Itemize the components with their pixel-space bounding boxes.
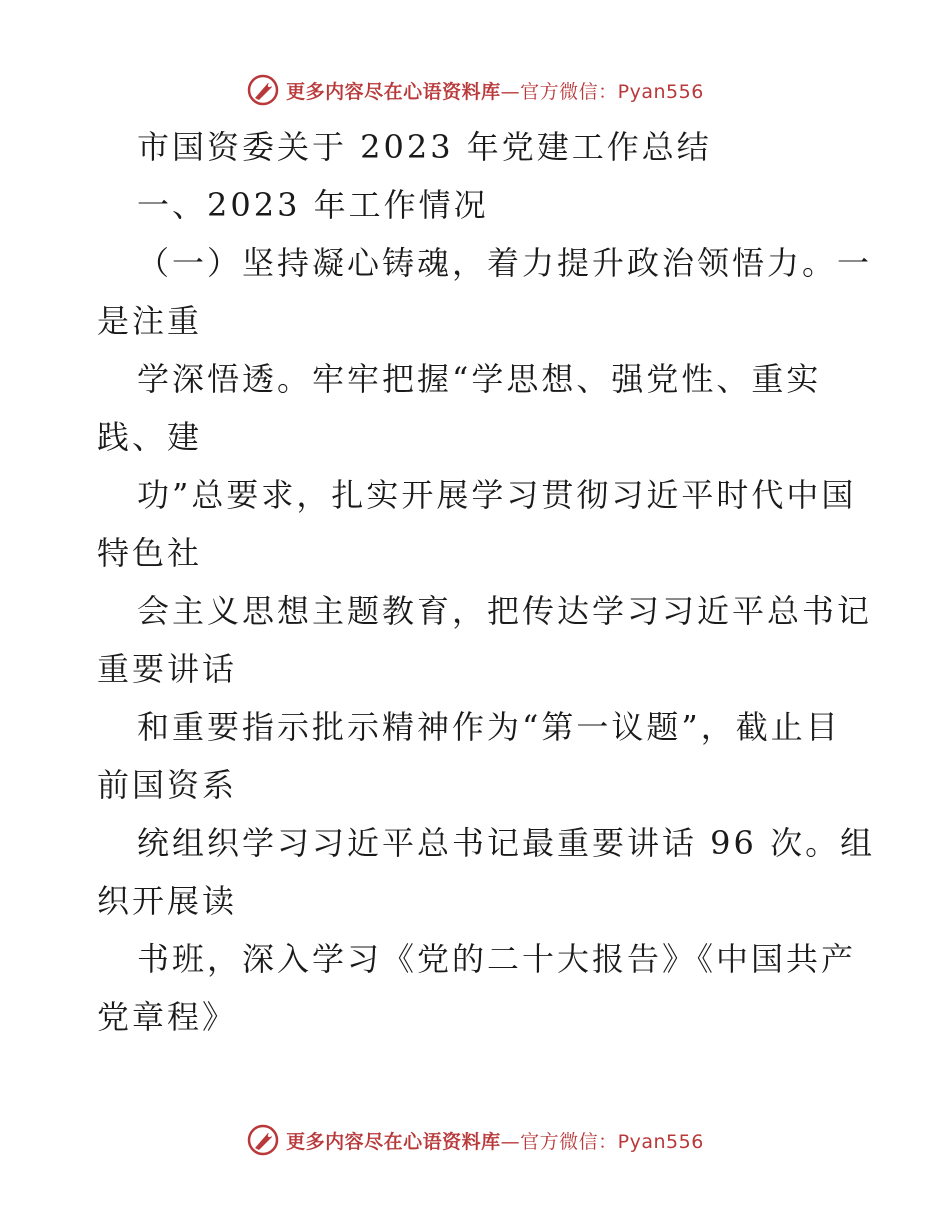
paragraph-line: 党章程》 (97, 998, 238, 1036)
banner-slogan: 更多内容尽在心语资料库 (286, 80, 501, 103)
banner-slogan: 更多内容尽在心语资料库 (286, 1130, 501, 1153)
pen-nib-logo-icon (246, 1123, 280, 1157)
paragraph-line: 功”总要求，扎实开展学习贯彻习近平时代中国 (137, 476, 857, 514)
paragraph-line: 前国资系 (97, 766, 238, 804)
pen-nib-logo-icon (246, 73, 280, 107)
paragraph-line: 和重要指示批示精神作为“第一议题”，截止目 (137, 708, 841, 746)
paragraph-line: 特色社 (97, 534, 203, 572)
footer-banner (0, 1120, 950, 1160)
section-heading: 一、2023 年工作情况 (137, 186, 489, 224)
paragraph-line: 统组织学习习近平总书记最重要讲话 96 次。组 (137, 824, 876, 862)
banner-text (286, 1127, 704, 1154)
paragraph-line: （一）坚持凝心铸魂，着力提升政治领悟力。一 (137, 244, 873, 282)
paragraph-line: 书班，深入学习《党的二十大报告》《中国共产 (137, 940, 857, 978)
paragraph-line: 重要讲话 (97, 650, 238, 688)
paragraph-line: 践、建 (97, 418, 203, 456)
banner-dash: — (500, 1130, 521, 1153)
banner-wechat: 官方微信：Pyan556 (520, 80, 704, 103)
banner-dash: — (500, 80, 521, 103)
paragraph-line: 是注重 (97, 302, 203, 340)
banner-text (286, 77, 704, 104)
paragraph-line: 会主义思想主题教育，把传达学习习近平总书记 (137, 592, 873, 630)
paragraph-line: 学深悟透。牢牢把握“学思想、强党性、重实 (137, 360, 822, 398)
document-body (97, 118, 876, 1046)
paragraph-line: 织开展读 (97, 882, 238, 920)
header-banner (0, 70, 950, 110)
document-title: 市国资委关于 2023 年党建工作总结 (137, 128, 712, 166)
banner-wechat: 官方微信：Pyan556 (520, 1130, 704, 1153)
